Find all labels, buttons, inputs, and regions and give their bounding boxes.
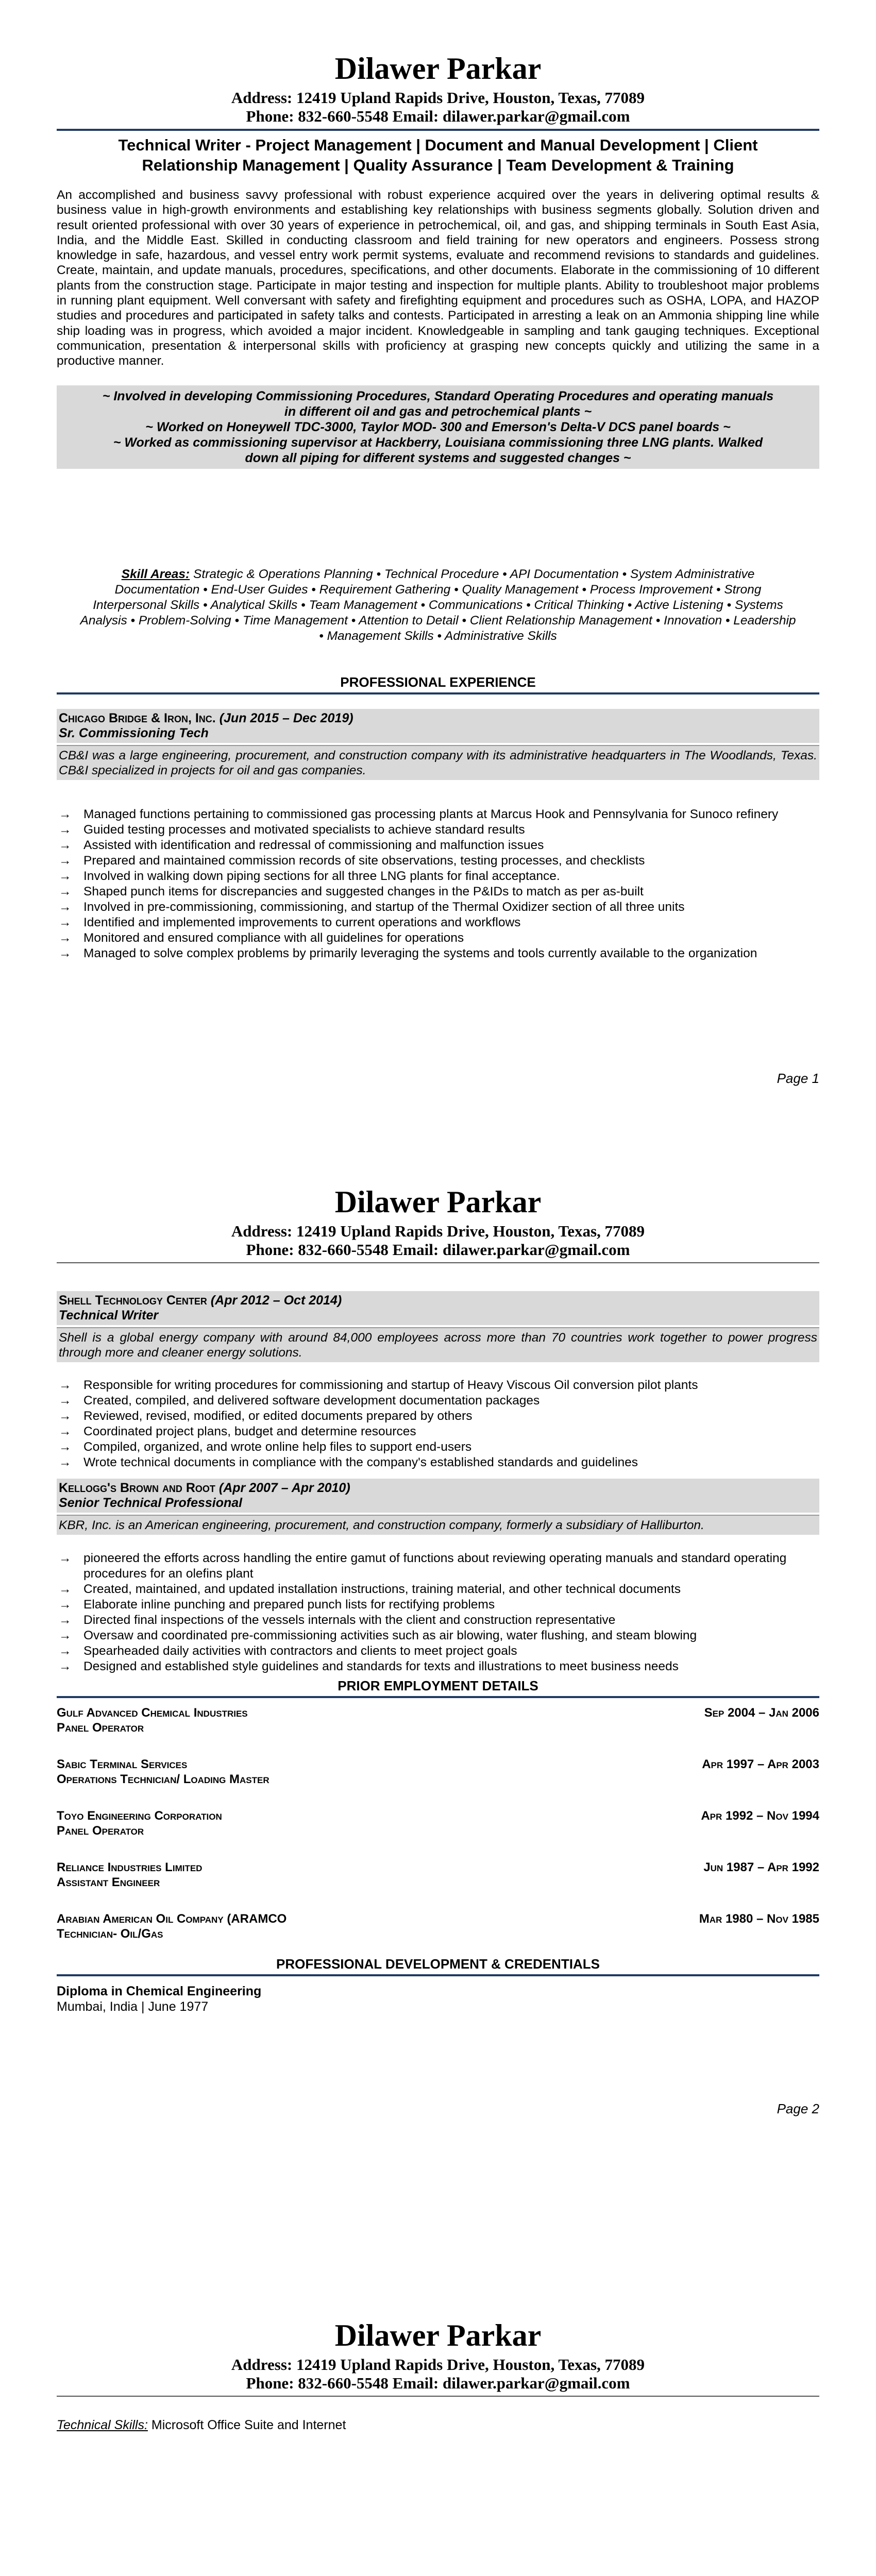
arrow-icon: →	[59, 885, 72, 899]
job-company: Chicago Bridge & Iron, Inc.	[59, 711, 216, 725]
job-dates: (Apr 2007 – Apr 2010)	[218, 1481, 350, 1495]
candidate-name: Dilawer Parkar	[334, 1185, 542, 1219]
prior-role: Panel Operator	[57, 1721, 144, 1735]
highlight-line-1: ~ Involved in developing Commissioning Procedures, Standard Operating Procedures and operating manuals	[102, 389, 774, 403]
prior-job-row	[57, 1757, 819, 1787]
arrow-icon: →	[59, 1551, 72, 1565]
prior-dates: Apr 1997 – Apr 2003	[702, 1757, 819, 1771]
job-title: Sr. Commissioning Tech	[59, 726, 209, 740]
prior-role: Panel Operator	[57, 1824, 144, 1838]
prior-job-row	[57, 1911, 819, 1941]
arrow-icon: →	[59, 1659, 72, 1673]
arrow-icon: →	[59, 1598, 72, 1612]
list-item: → Guided testing processes and motivated specialists to achieve standard results	[59, 823, 525, 837]
prior-company: Toyo Engineering Corporation	[57, 1809, 222, 1823]
list-item: → Identified and implemented improvements to current operations and workflows	[59, 916, 521, 929]
headline-line-1: Technical Writer - Project Management | Document and Manual Development | Client	[118, 136, 758, 154]
list-item: → Oversaw and coordinated pre-commissioning activities such as air blowing, water flushing, and steam blowing	[59, 1629, 697, 1642]
job-bullets-cbi	[57, 807, 819, 961]
page-number: Page 1	[777, 1071, 819, 1086]
prior-job-row	[57, 1705, 819, 1735]
arrow-icon: →	[59, 838, 72, 852]
arrow-icon: →	[59, 946, 72, 960]
highlight-line-5: down all piping for different systems and suggested changes ~	[245, 451, 631, 465]
list-item: → Elaborate inline punching and prepared punch lists for rectifying problems	[59, 1598, 495, 1612]
job-company: Kellogg's Brown and Root	[59, 1481, 215, 1495]
technical-skills-label: Technical Skills:	[57, 2418, 148, 2432]
list-item: → Wrote technical documents in compliance with the company's established standards and guidelines	[59, 1455, 638, 1469]
job-header-cbi	[57, 709, 819, 743]
arrow-icon: →	[59, 1582, 72, 1596]
prior-company: Arabian American Oil Company (ARAMCO	[57, 1912, 287, 1926]
header-divider	[57, 129, 819, 131]
job-header-kbr	[57, 1479, 819, 1513]
job-company: Shell Technology Center	[59, 1293, 207, 1308]
resume-page-2	[0, 1133, 876, 2267]
prior-company: Reliance Industries Limited	[57, 1860, 203, 1874]
degree: Diploma in Chemical Engineering	[57, 1984, 262, 1998]
highlight-line-2: in different oil and gas and petrochemical plants ~	[284, 404, 592, 419]
section-title-education: PROFESSIONAL DEVELOPMENT & CREDENTIALS	[276, 1956, 600, 1972]
job-dates: (Jun 2015 – Dec 2019)	[219, 711, 353, 725]
technical-skills	[57, 2417, 819, 2433]
highlight-line-4: ~ Worked as commissioning supervisor at Hackberry, Louisiana commissioning three LNG plants. Walked	[113, 435, 763, 450]
list-item: → Monitored and ensured compliance with all guidelines for operations	[59, 931, 464, 945]
job-bullets-kbr	[57, 1551, 819, 1674]
list-item: → Managed to solve complex problems by primarily leveraging the systems and tools currently available to the organization	[59, 946, 757, 960]
list-item: → Created, compiled, and delivered software development documentation packages	[59, 1394, 540, 1408]
prior-company: Gulf Advanced Chemical Industries	[57, 1706, 248, 1720]
list-item: → Involved in walking down piping sections for all three LNG plants for final acceptance.	[59, 869, 560, 883]
career-highlights	[57, 385, 819, 469]
arrow-icon: →	[59, 1455, 72, 1469]
prior-job-row	[57, 1808, 819, 1838]
job-header-shell	[57, 1291, 819, 1325]
page-number: Page 2	[777, 2101, 819, 2116]
job-title: Technical Writer	[59, 1308, 159, 1323]
list-item: → Assisted with identification and redressal of commissioning and malfunction issues	[59, 838, 544, 852]
arrow-icon: →	[59, 869, 72, 883]
arrow-icon: →	[59, 1644, 72, 1658]
arrow-icon: →	[59, 1425, 72, 1438]
arrow-icon: →	[59, 1409, 72, 1423]
skill-areas-list: Strategic & Operations Planning • Technical Procedure • API Documentation • System Administrative Documentation • End-User Guides • Requirement Gathering • Quality Management • Process Improvement • Strong Interpersonal Skills • Analytical Skills • Team Management • Communications • Critical Thinking • Active Listening • Systems Analysis • Problem-Solving • Time Management • Attention to Detail • Client Relationship Management • Innovation • Leadership • Management Skills • Administrative Skills	[80, 567, 796, 643]
skill-areas-label: Skill Areas:	[121, 567, 190, 581]
arrow-icon: →	[59, 931, 72, 945]
job-description-shell: Shell is a global energy company with around 84,000 employees across more than 70 countries work together to power progress through more and cleaner energy solutions.	[57, 1327, 819, 1362]
contact-line: Phone: 832-660-5548 Email: dilawer.parkar@gmail.com	[246, 107, 630, 125]
prior-dates: Sep 2004 – Jan 2006	[704, 1706, 819, 1720]
list-item: → Reviewed, revised, modified, or edited documents prepared by others	[59, 1409, 473, 1423]
section-divider	[57, 1696, 819, 1698]
list-item: → Designed and established style guidelines and standards for texts and illustrations to meet business needs	[59, 1659, 679, 1673]
address-line: Address: 12419 Upland Rapids Drive, Houston, Texas, 77089	[231, 2355, 645, 2374]
professional-headline	[57, 135, 819, 175]
arrow-icon: →	[59, 1394, 72, 1408]
list-item: → Prepared and maintained commission records of site observations, testing processes, and checklists	[59, 854, 645, 868]
technical-skills-value: Microsoft Office Suite and Internet	[147, 2418, 346, 2432]
professional-summary: An accomplished and business savvy professional with robust experience acquired over the years in delivering optimal results & business value in high-growth environments and establishing key relationships with business segments globally. Solution driven and result oriented professional with over 30 years of experience in petrochemical, oil, and gas, and shipping terminals in South East Asia, India, and the Middle East. Skilled in conducting classroom and field training for new operators and engineers. Possess strong knowledge in safe, hazardous, and vessel entry work permit systems, evaluate and recommend revisions to standards and guidelines. Create, maintain, and update manuals, procedures, specifications, and other documents. Elaborate in the commissioning of 10 different plants from the construction stage. Participate in major testing and inspection for multiple plants. Ability to troubleshoot major problems in running plant equipment. Well conversant with safety and firefighting equipment and procedures such as OSHA, LOPA, and HAZOP studies and procedures and participated in safety talks and contests. Participated in arresting a leak on an Ammonia shipping line while ship loading was in progress, which avoided a major incident. Knowledgeable in sampling and tank gauging techniques. Exceptional communication, presentation & interpersonal skills with proficiency at grasping new concepts quickly and utilizing the same in a productive manner.	[57, 188, 819, 368]
list-item: → Compiled, organized, and wrote online help files to support end-users	[59, 1440, 472, 1454]
contact-line: Phone: 832-660-5548 Email: dilawer.parkar@gmail.com	[246, 1241, 630, 1259]
prior-job-row	[57, 1860, 819, 1890]
prior-dates: Jun 1987 – Apr 1992	[703, 1860, 819, 1874]
arrow-icon: →	[59, 1613, 72, 1627]
section-title-experience: PROFESSIONAL EXPERIENCE	[340, 674, 536, 690]
prior-role: Technician- Oil/Gas	[57, 1927, 163, 1941]
list-item: → Directed final inspections of the vessels internals with the client and construction representative	[59, 1613, 616, 1627]
contact-line: Phone: 832-660-5548 Email: dilawer.parkar@gmail.com	[246, 2374, 630, 2392]
list-item: → Shaped punch items for discrepancies and suggested changes in the P&IDs to match as per as-built	[59, 885, 644, 899]
arrow-icon: →	[59, 900, 72, 914]
arrow-icon: →	[59, 807, 72, 821]
degree-details: Mumbai, India | June 1977	[57, 1999, 209, 2014]
arrow-icon: →	[59, 854, 72, 868]
resume-page-3	[0, 2267, 876, 2576]
arrow-icon: →	[59, 823, 72, 837]
list-item: → Responsible for writing procedures for commissioning and startup of Heavy Viscous Oil conversion pilot plants	[59, 1378, 698, 1392]
job-description-cbi: CB&I was a large engineering, procurement, and construction company with its administrative headquarters in The Woodlands, Texas. CB&I specialized in projects for oil and gas companies.	[57, 745, 819, 780]
list-item: → Spearheaded daily activities with contractors and clients to meet project goals	[59, 1644, 517, 1658]
prior-dates: Mar 1980 – Nov 1985	[699, 1912, 819, 1926]
resume-page-1	[0, 0, 876, 1133]
section-divider	[57, 692, 819, 694]
prior-role: Assistant Engineer	[57, 1875, 160, 1889]
prior-company: Sabic Terminal Services	[57, 1757, 188, 1771]
arrow-icon: →	[59, 916, 72, 929]
header-divider	[57, 1262, 819, 1263]
prior-dates: Apr 1992 – Nov 1994	[701, 1809, 819, 1823]
job-bullets-shell	[57, 1378, 819, 1470]
arrow-icon: →	[59, 1440, 72, 1454]
section-title-prior-employment: PRIOR EMPLOYMENT DETAILS	[338, 1678, 538, 1693]
arrow-icon: →	[59, 1378, 72, 1392]
skill-areas	[77, 567, 799, 644]
list-item: → Involved in pre-commissioning, commissioning, and startup of the Thermal Oxidizer section of all three units	[59, 900, 685, 914]
headline-line-2: Relationship Management | Quality Assurance | Team Development & Training	[142, 156, 734, 174]
list-item: → Managed functions pertaining to commissioned gas processing plants at Marcus Hook and Pennsylvania for Sunoco refinery	[59, 807, 779, 821]
candidate-name: Dilawer Parkar	[334, 52, 542, 86]
candidate-name: Dilawer Parkar	[334, 2318, 542, 2352]
highlight-line-3: ~ Worked on Honeywell TDC-3000, Taylor MOD- 300 and Emerson's Delta-V DCS panel boards ~	[145, 420, 731, 434]
header-divider	[57, 2396, 819, 2397]
list-item: → Coordinated project plans, budget and determine resources	[59, 1425, 416, 1438]
prior-role: Operations Technician/ Loading Master	[57, 1772, 269, 1786]
list-item: → Created, maintained, and updated installation instructions, training material, and other technical documents	[59, 1582, 681, 1596]
job-description-kbr: KBR, Inc. is an American engineering, procurement, and construction company, formerly a subsidiary of Halliburton.	[57, 1515, 819, 1535]
section-divider	[57, 1974, 819, 1976]
job-title: Senior Technical Professional	[59, 1496, 243, 1510]
education-entry	[57, 1984, 819, 2014]
list-item: → pioneered the efforts across handling the entire gamut of functions about reviewing operating manuals and standard operating procedures for an olefins plant	[59, 1551, 787, 1581]
job-dates: (Apr 2012 – Oct 2014)	[210, 1293, 342, 1308]
arrow-icon: →	[59, 1629, 72, 1642]
address-line: Address: 12419 Upland Rapids Drive, Houston, Texas, 77089	[231, 1222, 645, 1240]
address-line: Address: 12419 Upland Rapids Drive, Houston, Texas, 77089	[231, 89, 645, 107]
